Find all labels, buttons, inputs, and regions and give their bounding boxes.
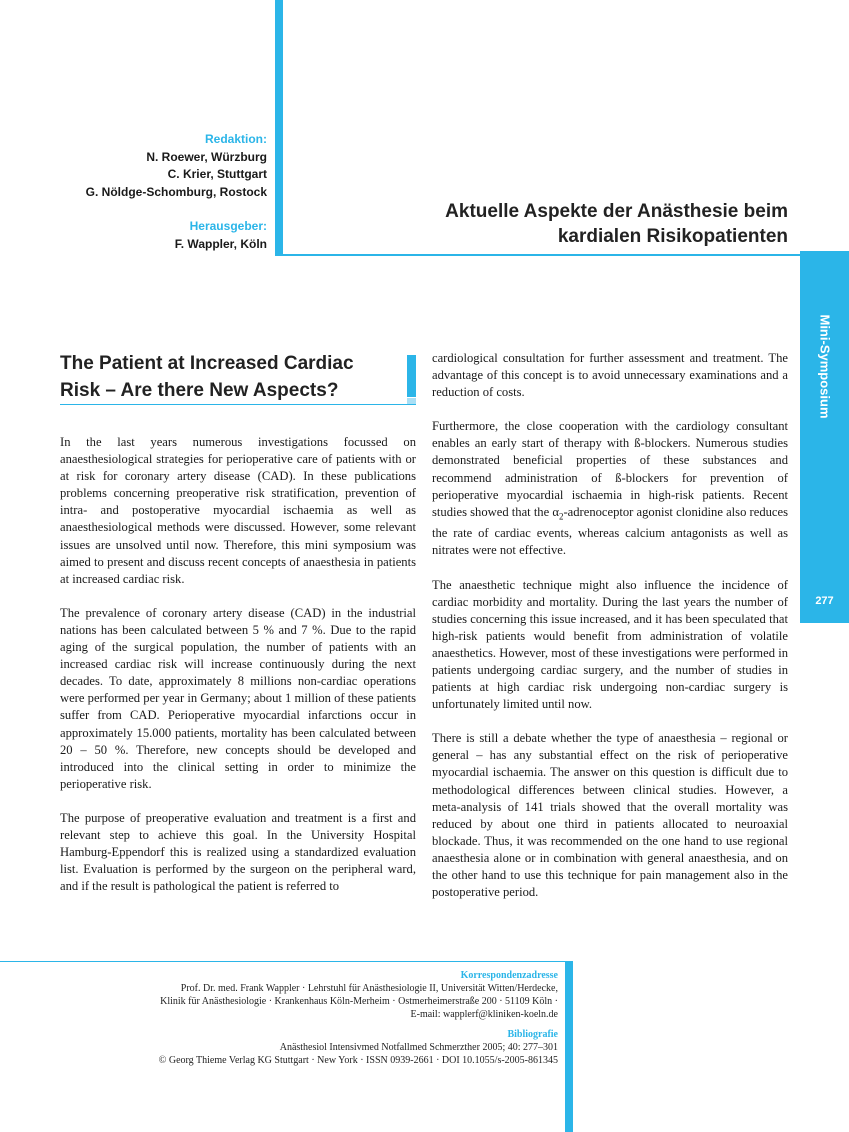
body-paragraph: In the last years numerous investigations focussed on anaesthesiological strategies for perioperative care of patients with or at risk for coronary artery disease (CAD). In these publications problems concerning preoperative risk stratification, prevention of intra- and postoperative myocardial ischaemia as well as anaesthesiological methods were discussed. However, some relevant issues are unsolved until now. Therefore, this mini symposium was aimed to present and discuss recent concepts of anaesthesia in patients at increased cardiac risk. — [60, 435, 416, 586]
text-column-right — [432, 350, 788, 918]
address-label: Korrespondenzadresse — [460, 970, 558, 981]
article-title-line: Risk – Are there New Aspects? — [60, 380, 339, 401]
email-line[interactable]: E-mail: wapplerf@kliniken-koeln.de — [410, 1009, 558, 1020]
editor-name: N. Roewer, Würzburg — [146, 149, 267, 164]
title-rule — [60, 404, 416, 405]
symposium-title-line: kardialen Risikopatienten — [557, 226, 788, 247]
section-side-tab — [800, 251, 849, 623]
title-accent-block — [407, 355, 416, 397]
footer-rule — [0, 961, 573, 962]
article-title — [60, 350, 400, 404]
publisher-label: Herausgeber: — [189, 219, 267, 233]
page-number: 277 — [815, 595, 834, 607]
bibliography-label: Bibliografie — [507, 1029, 558, 1040]
body-paragraph: The prevalence of coronary artery disease (CAD) in the industrial nations has been calculated between 5 % and 7 %. Due to the rapid aging of the surgical population, the number of patients with an increased cardiac risk will increase continuously during the next decades. To date, approximately 8 millions non-cardiac operations were performed per year in Germany; about 1 million of these patients suffer from CAD. Perioperative myocardial infarctions occur in approximately 15.000 patients, mortality has been calculated between 20 – 50 %. Therefore, new concepts should be developed and introduced into the clinical setting in order to minimize the perioperative risk. — [60, 605, 416, 791]
section-label: Mini-Symposium — [817, 313, 833, 419]
editors-label: Redaktion: — [204, 132, 267, 146]
publisher-name: F. Wappler, Köln — [174, 236, 267, 251]
editorial-board — [86, 131, 267, 253]
address-line: Klinik für Anästhesiologie · Krankenhaus Köln-Merheim · Ostmerheimerstraße 200 · 51109 Köln · — [160, 996, 558, 1007]
article-title-line: The Patient at Increased Cardiac — [60, 353, 354, 374]
editor-name: C. Krier, Stuttgart — [167, 167, 267, 181]
address-line: Prof. Dr. med. Frank Wappler · Lehrstuhl für Anästhesiologie II, Universität Witten/Herdecke, — [180, 983, 558, 994]
editor-name: G. Nöldge-Schomburg, Rostock — [85, 184, 267, 199]
body-paragraph: Furthermore, the close cooperation with the cardiology consultant enables an early start of therapy with ß-blockers. Numerous studies demonstrated beneficial properties of these substances and recommend administration of ß-blockers for prevention of perioperative myocardial ischaemia in high-risk patients. Recent studies showed that the $\alpha_2$-adrenoceptor agonist clonidine also reduces the rate of cardiac events, whereas calcium antagonists as well as nitrates were not effective. — [432, 419, 788, 558]
body-paragraph: cardiological consultation for further assessment and treatment. The advantage of this concept is to avoid unnecessary examinations and a reduction of costs. — [432, 351, 788, 400]
footer-info — [38, 969, 558, 1067]
header-accent-bar — [275, 0, 283, 256]
header-rule — [275, 254, 820, 256]
body-paragraph: The purpose of preoperative evaluation and treatment is a first and relevant step to achieve this goal. In the University Hospital Hamburg-Eppendorf this is realized using a standardized evaluation list. Evaluation is performed by the surgeon on the peripheral ward, and if the result is pathological the patient is referred to — [60, 810, 416, 894]
body-paragraph: There is still a debate whether the type of anaesthesia – regional or general – has any substantial effect on the risk of perioperative myocardial ischaemia. The answer on this question is difficult due to methodological differences between clinical studies. However, a meta-analysis of 141 trials showed that the overall mortality was reduced by about one third in patients allocated to neuroaxial blockade. Thus, it was recommended on the one hand to use regional anaesthesia alone or in combination with general anaesthesia, and on the other hand to use this technique for pain management also in the postoperative period. — [432, 731, 788, 900]
text-column-left — [60, 434, 416, 912]
subscript: 2 — [558, 511, 564, 522]
citation-line: Anästhesiol Intensivmed Notfallmed Schmerzther 2005; 40: 277–301 — [279, 1042, 558, 1053]
copyright-line: © Georg Thieme Verlag KG Stuttgart · New York · ISSN 0939-2661 · DOI 10.1055/s-2005-861345 — [158, 1055, 558, 1066]
body-paragraph: The anaesthetic technique might also influence the incidence of cardiac morbidity and mortality. During the last years the number of studies concerning this issue increased, and it has been speculated that high-risk patients would benefit from administration of volatile anaesthetics. However, most of these investigations were performed in patients undergoing cardiac surgery, and the number of studies in patients at high cardiac risk undergoing non-cardiac surgery is unfortunately limited until now. — [432, 577, 788, 712]
symposium-title — [368, 199, 788, 249]
symposium-title-line: Aktuelle Aspekte der Anästhesie beim — [445, 201, 788, 222]
footer-accent-bar — [565, 961, 573, 1132]
